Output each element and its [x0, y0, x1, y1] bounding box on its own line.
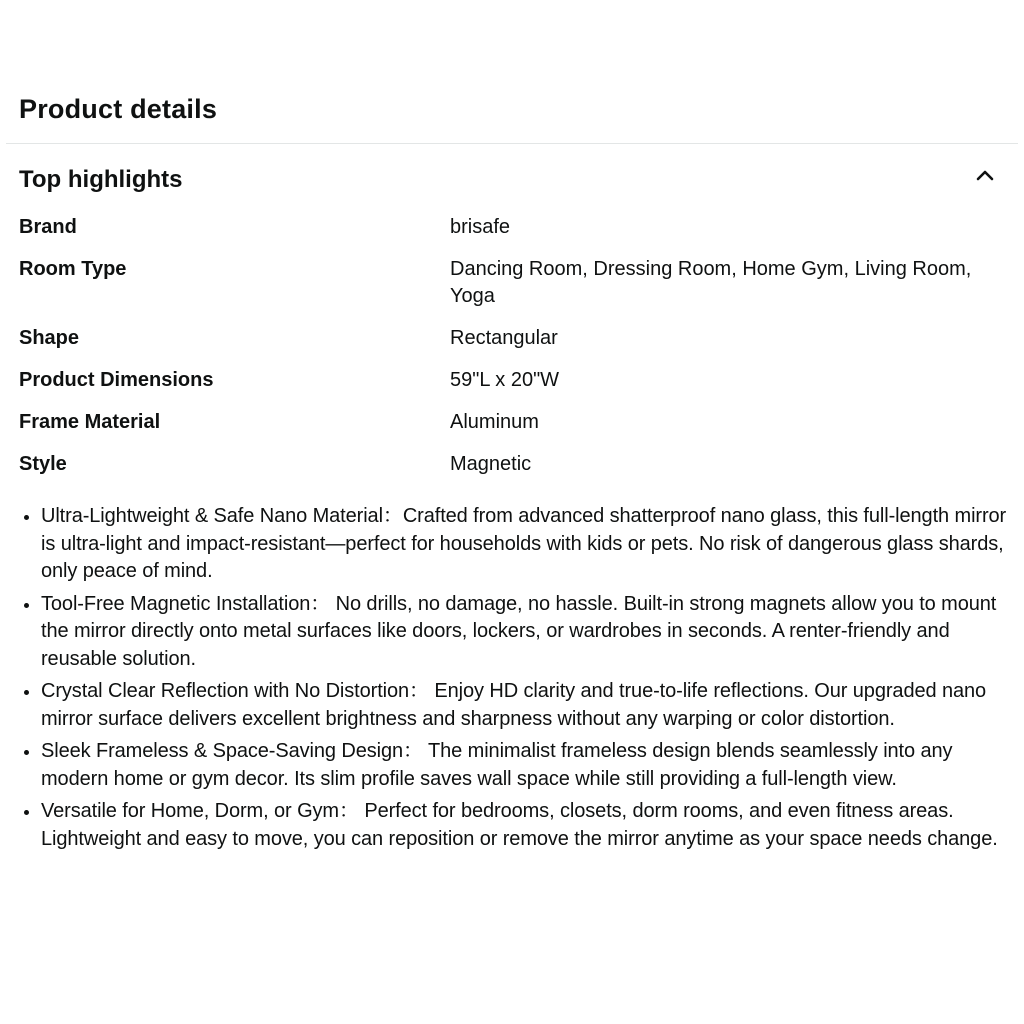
spec-label: Shape [19, 327, 80, 349]
spec-label: Frame Material [19, 411, 161, 433]
spec-label: Brand [19, 216, 77, 238]
feature-bullet: Ultra-Lightweight & Safe Nano Material：Crafted from advanced shatterproof nano glass, this full-length mirror is ultra-light and impact-resistant—perfect for households with kids or pets. No risk of dangerous glass shards, only peace of mind. [19, 503, 1009, 586]
spec-value: Magnetic [450, 453, 532, 475]
spec-value: 59"L x 20"W [450, 369, 560, 391]
feature-bullet-list [19, 503, 1009, 858]
chevron-up-icon[interactable] [972, 162, 998, 188]
spec-value: Aluminum [450, 411, 539, 433]
spec-row-room-type [19, 256, 1009, 310]
feature-bullet: Sleek Frameless & Space-Saving Design： The minimalist frameless design blends seamlessly into any modern home or gym decor. Its slim profile saves wall space while still providing a full-length view. [19, 738, 1009, 793]
top-highlights-toggle[interactable] [0, 160, 1024, 200]
spec-row-shape [19, 325, 1009, 352]
feature-bullet: Tool-Free Magnetic Installation： No drills, no damage, no hassle. Built-in strong magnets allow you to mount the mirror directly onto metal surfaces like doors, lockers, or wardrobes in seconds. A renter-friendly and reusable solution. [19, 591, 1009, 674]
spec-row-brand [19, 214, 1009, 241]
spec-table [19, 214, 1009, 478]
feature-bullet: Crystal Clear Reflection with No Distortion： Enjoy HD clarity and true-to-life reflections. Our upgraded nano mirror surface delivers excellent brightness and sharpness without any warping or color distortion. [19, 678, 1009, 733]
feature-bullet: Versatile for Home, Dorm, or Gym： Perfect for bedrooms, closets, dorm rooms, and even fitness areas. Lightweight and easy to move, you can reposition or remove the mirror anytime as your space needs change. [19, 798, 1009, 853]
section-divider [6, 143, 1018, 144]
spec-value: Rectangular [450, 327, 558, 349]
page-title: Product details [19, 94, 218, 124]
spec-label: Style [19, 453, 67, 475]
spec-row-style [19, 451, 1009, 478]
spec-row-product-dimensions [19, 367, 1009, 394]
spec-row-frame-material [19, 409, 1009, 436]
spec-label: Product Dimensions [19, 369, 214, 391]
spec-value: brisafe [450, 216, 511, 238]
section-title: Top highlights [19, 166, 183, 193]
spec-label: Room Type [19, 258, 127, 280]
spec-value: Dancing Room, Dressing Room, Home Gym, Living Room, Yoga [450, 258, 972, 307]
